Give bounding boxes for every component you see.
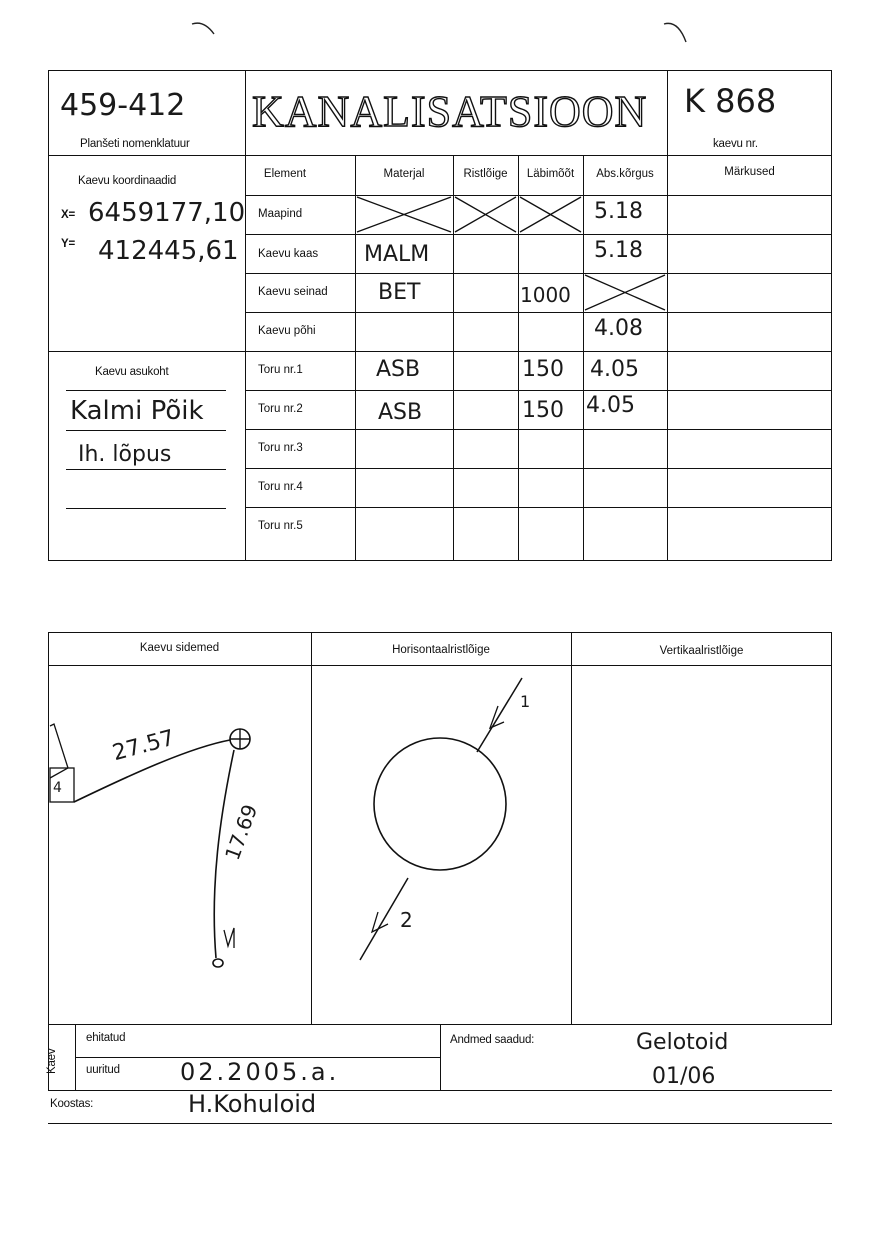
header-notes: Märkused xyxy=(724,166,775,178)
header-material: Materjal xyxy=(383,168,425,180)
location-label: Kaevu asukoht xyxy=(95,366,169,378)
row-element: Kaevu põhi xyxy=(258,325,316,337)
x-value: 6459177,10 xyxy=(88,198,246,228)
page-title: KANALISATSIOON xyxy=(252,87,648,136)
row-material: BET xyxy=(378,280,421,305)
row-height: 4.05 xyxy=(586,393,635,418)
row-height: 4.08 xyxy=(594,316,643,341)
compiled-value: H.Kohuloid xyxy=(188,1090,317,1118)
punch-mark-right xyxy=(662,18,692,46)
well-side-label: Kaev xyxy=(46,1048,58,1074)
y-value: 412445,61 xyxy=(98,236,239,266)
sketch-header-horizontal: Horisontaalristlõige xyxy=(392,644,490,656)
nomenclature-label: Planšeti nomenklatuur xyxy=(80,138,190,150)
sketch-header-connections: Kaevu sidemed xyxy=(139,642,220,654)
pipe-1-label: 1 xyxy=(520,692,531,711)
crossed-cell-walls-height xyxy=(583,273,667,312)
distance-1-label: 27.57 xyxy=(110,725,178,767)
row-element: Kaevu kaas xyxy=(258,248,319,260)
building-label: 4 xyxy=(53,780,62,796)
row-diameter: 150 xyxy=(522,357,564,382)
sketch-header-vertical: Vertikaalristlõige xyxy=(659,645,744,657)
punch-mark-left xyxy=(190,18,220,38)
x-label: X= xyxy=(61,209,75,221)
row-element: Toru nr.4 xyxy=(258,481,303,493)
row-element: Toru nr.3 xyxy=(258,442,303,454)
row-height: 5.18 xyxy=(594,238,643,263)
surveyed-value: 02.2005.a. xyxy=(180,1058,340,1086)
row-element: Kaevu seinad xyxy=(258,286,328,298)
row-height: 5.18 xyxy=(594,199,643,224)
pipe-2-label: 2 xyxy=(400,908,413,932)
y-label: Y= xyxy=(61,238,75,250)
distance-2-label: 17.69 xyxy=(220,801,263,864)
row-element: Toru nr.2 xyxy=(258,403,303,415)
surveyed-label: uuritud xyxy=(86,1064,120,1076)
compiled-label: Koostas: xyxy=(50,1098,94,1110)
crossed-cells-ground xyxy=(355,195,583,234)
data-source-value: Gelotoid xyxy=(636,1030,729,1055)
header-abs-height: Abs.kõrgus xyxy=(596,168,654,180)
row-element: Toru nr.1 xyxy=(258,364,303,376)
horizontal-section-sketch xyxy=(312,666,571,1024)
header-cross-section: Ristlõige xyxy=(463,168,508,180)
nomenclature-value: 459-412 xyxy=(60,88,186,123)
data-source-label: Andmed saadud: xyxy=(450,1034,535,1046)
header-diameter: Läbimõõt xyxy=(526,168,575,180)
row-element: Toru nr.5 xyxy=(258,520,303,532)
coordinates-label: Kaevu koordinaadid xyxy=(78,175,177,187)
built-label: ehitatud xyxy=(86,1032,126,1044)
row-material: MALM xyxy=(364,242,430,267)
row-material: ASB xyxy=(376,357,421,382)
well-number-value: K 868 xyxy=(684,82,777,120)
data-source-date: 01/06 xyxy=(652,1064,716,1089)
location-line-1: Kalmi Põik xyxy=(70,396,204,426)
connections-sketch xyxy=(48,666,311,1024)
row-diameter: 1000 xyxy=(520,283,571,307)
header-element: Element xyxy=(263,168,307,180)
row-element: Maapind xyxy=(258,208,303,220)
row-diameter: 150 xyxy=(522,398,564,423)
row-material: ASB xyxy=(378,400,423,425)
location-line-2: Ih. lõpus xyxy=(78,442,172,467)
well-number-label: kaevu nr. xyxy=(713,138,758,150)
row-height: 4.05 xyxy=(590,357,639,382)
